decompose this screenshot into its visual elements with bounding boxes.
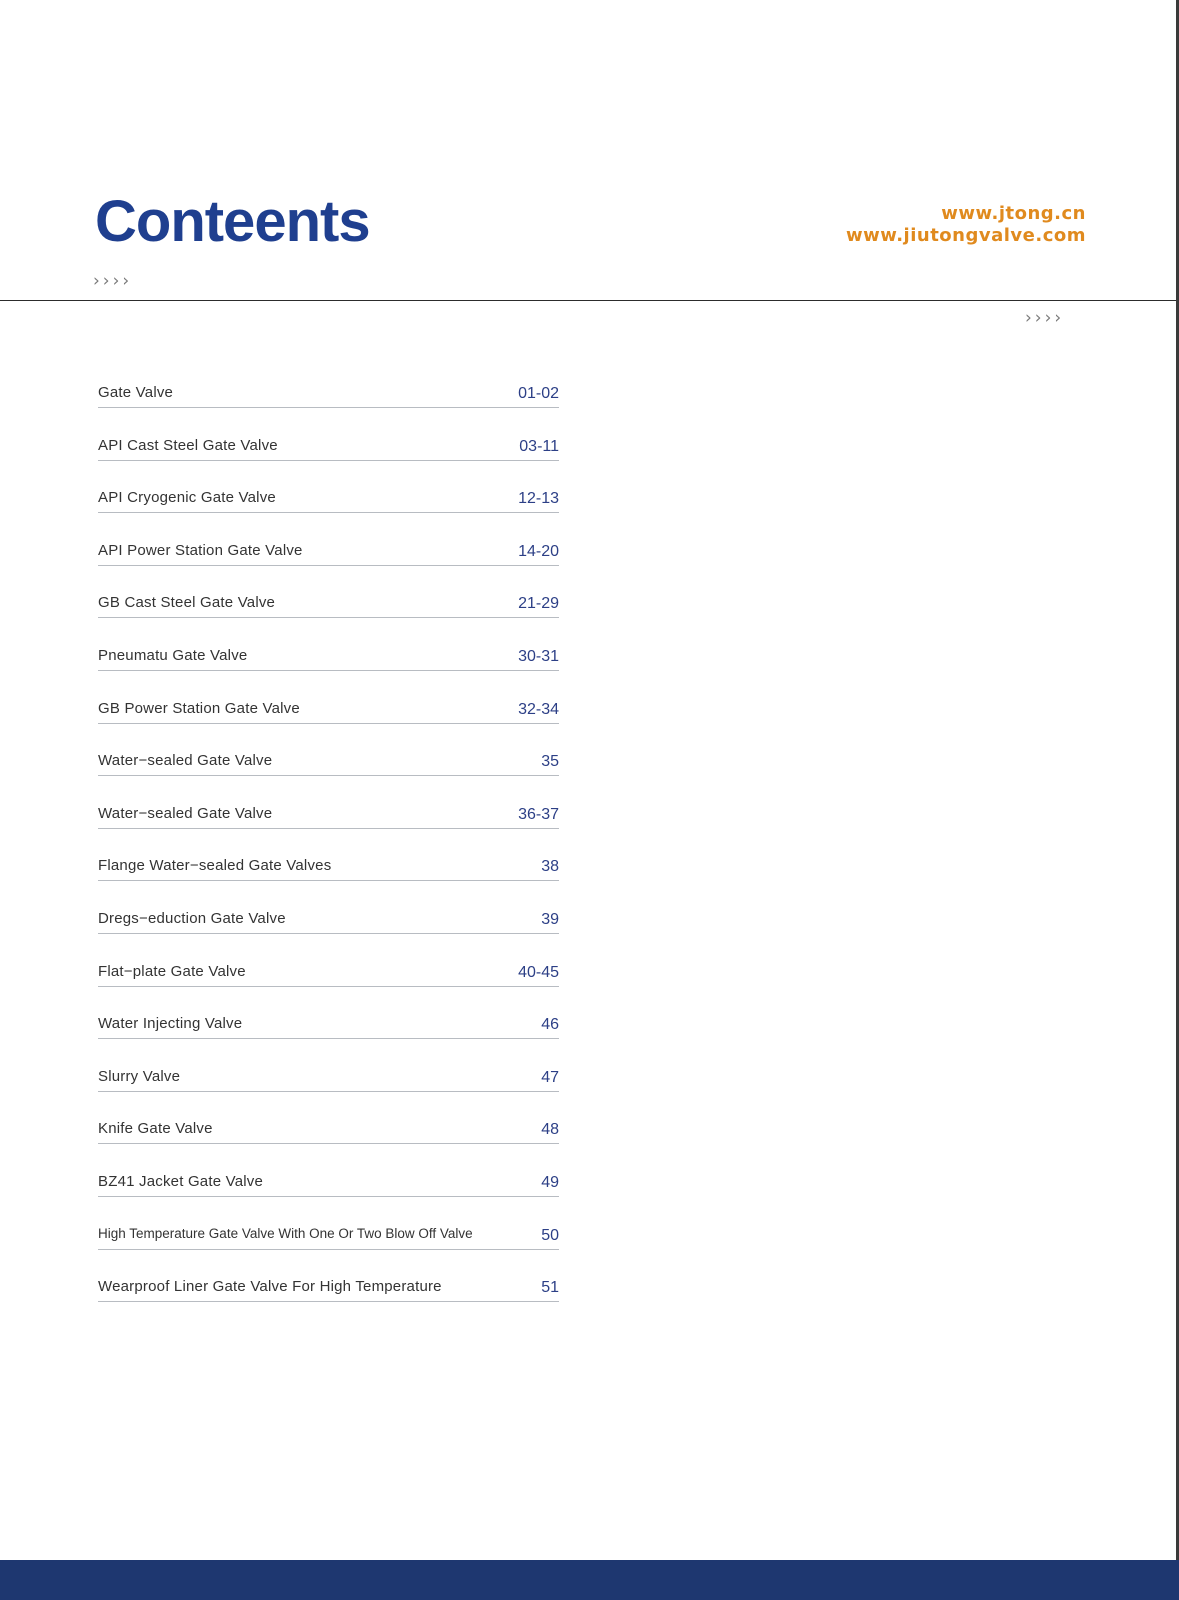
toc-entry-title: Flange Water−sealed Gate Valves <box>98 857 332 875</box>
toc-entry-page-number: 47 <box>541 1068 559 1086</box>
toc-entry-page-number: 14-20 <box>518 542 559 560</box>
toc-entry[interactable] <box>98 951 559 1004</box>
toc-entry-page-number: 38 <box>541 858 559 876</box>
toc-entry-page-number: 35 <box>541 753 559 771</box>
toc-entry-title: Dregs−eduction Gate Valve <box>98 909 286 927</box>
toc-entry-page-number: 48 <box>541 1121 559 1139</box>
toc-entry-title: API Cryogenic Gate Valve <box>98 489 276 507</box>
toc-entry[interactable] <box>98 582 559 635</box>
toc-entry-page-number: 50 <box>541 1226 559 1244</box>
toc-entry[interactable] <box>98 898 559 951</box>
toc-entry[interactable] <box>98 740 559 793</box>
toc-entry[interactable] <box>98 1108 559 1161</box>
table-of-contents <box>98 372 559 1319</box>
toc-entry-title: API Cast Steel Gate Valve <box>98 436 278 454</box>
toc-entry-title: Pneumatu Gate Valve <box>98 646 248 664</box>
chevron-right-icon: ›››› <box>93 271 133 291</box>
toc-entry-title: Flat−plate Gate Valve <box>98 962 246 980</box>
toc-entry[interactable] <box>98 688 559 741</box>
toc-entry-page-number: 01-02 <box>518 385 559 402</box>
toc-entry-page-number: 03-11 <box>519 437 559 455</box>
toc-entry[interactable] <box>98 635 559 688</box>
toc-entry-title: GB Power Station Gate Valve <box>98 699 300 717</box>
toc-entry-page-number: 12-13 <box>518 490 559 508</box>
toc-entry[interactable] <box>98 1214 559 1267</box>
toc-entry[interactable] <box>98 845 559 898</box>
toc-entry-page-number: 39 <box>541 910 559 928</box>
toc-entry-page-number: 40-45 <box>518 963 559 981</box>
toc-entry[interactable] <box>98 1056 559 1109</box>
toc-entry-title: High Temperature Gate Valve With One Or Two Blow Off Valve <box>98 1225 473 1241</box>
toc-entry-page-number: 32-34 <box>518 700 559 718</box>
toc-entry-title: Wearproof Liner Gate Valve For High Temperature <box>98 1278 442 1296</box>
url-jtong[interactable]: www.jtong.cn <box>941 203 1086 224</box>
page-title: Conteents <box>95 189 370 254</box>
toc-entry-page-number: 51 <box>541 1279 559 1297</box>
toc-entry-title: GB Cast Steel Gate Valve <box>98 594 276 612</box>
toc-entry[interactable] <box>98 793 559 846</box>
footer-band <box>0 1560 1179 1600</box>
toc-entry-title: BZ41 Jacket Gate Valve <box>98 1172 264 1190</box>
toc-entry-page-number: 49 <box>541 1173 559 1191</box>
toc-entry-page-number: 30-31 <box>518 647 559 665</box>
toc-entry-page-number: 46 <box>541 1016 559 1034</box>
toc-entry-page-number: 21-29 <box>518 595 559 613</box>
toc-entry-title: API Power Station Gate Valve <box>98 541 303 559</box>
toc-entry[interactable] <box>98 1161 559 1214</box>
toc-entry[interactable] <box>98 1003 559 1056</box>
toc-entry-title: Gate Valve <box>98 384 174 401</box>
toc-entry[interactable] <box>98 372 559 425</box>
toc-entry-page-number: 36-37 <box>518 805 559 823</box>
toc-entry[interactable] <box>98 1266 559 1319</box>
url-jiutongvalve[interactable]: www.jiutongvalve.com <box>845 225 1086 246</box>
toc-entry-title: Water−sealed Gate Valve <box>98 804 273 822</box>
toc-entry-title: Slurry Valve <box>98 1067 181 1085</box>
toc-entry-title: Water−sealed Gate Valve <box>98 752 273 770</box>
toc-entry-title: Knife Gate Valve <box>98 1120 213 1138</box>
toc-entry[interactable] <box>98 477 559 530</box>
toc-entry[interactable] <box>98 530 559 583</box>
chevron-right-icon: ›››› <box>1025 308 1065 328</box>
toc-entry-title: Water Injecting Valve <box>98 1015 243 1033</box>
website-urls <box>846 203 1086 247</box>
header-divider <box>0 300 1176 301</box>
toc-entry[interactable] <box>98 425 559 478</box>
